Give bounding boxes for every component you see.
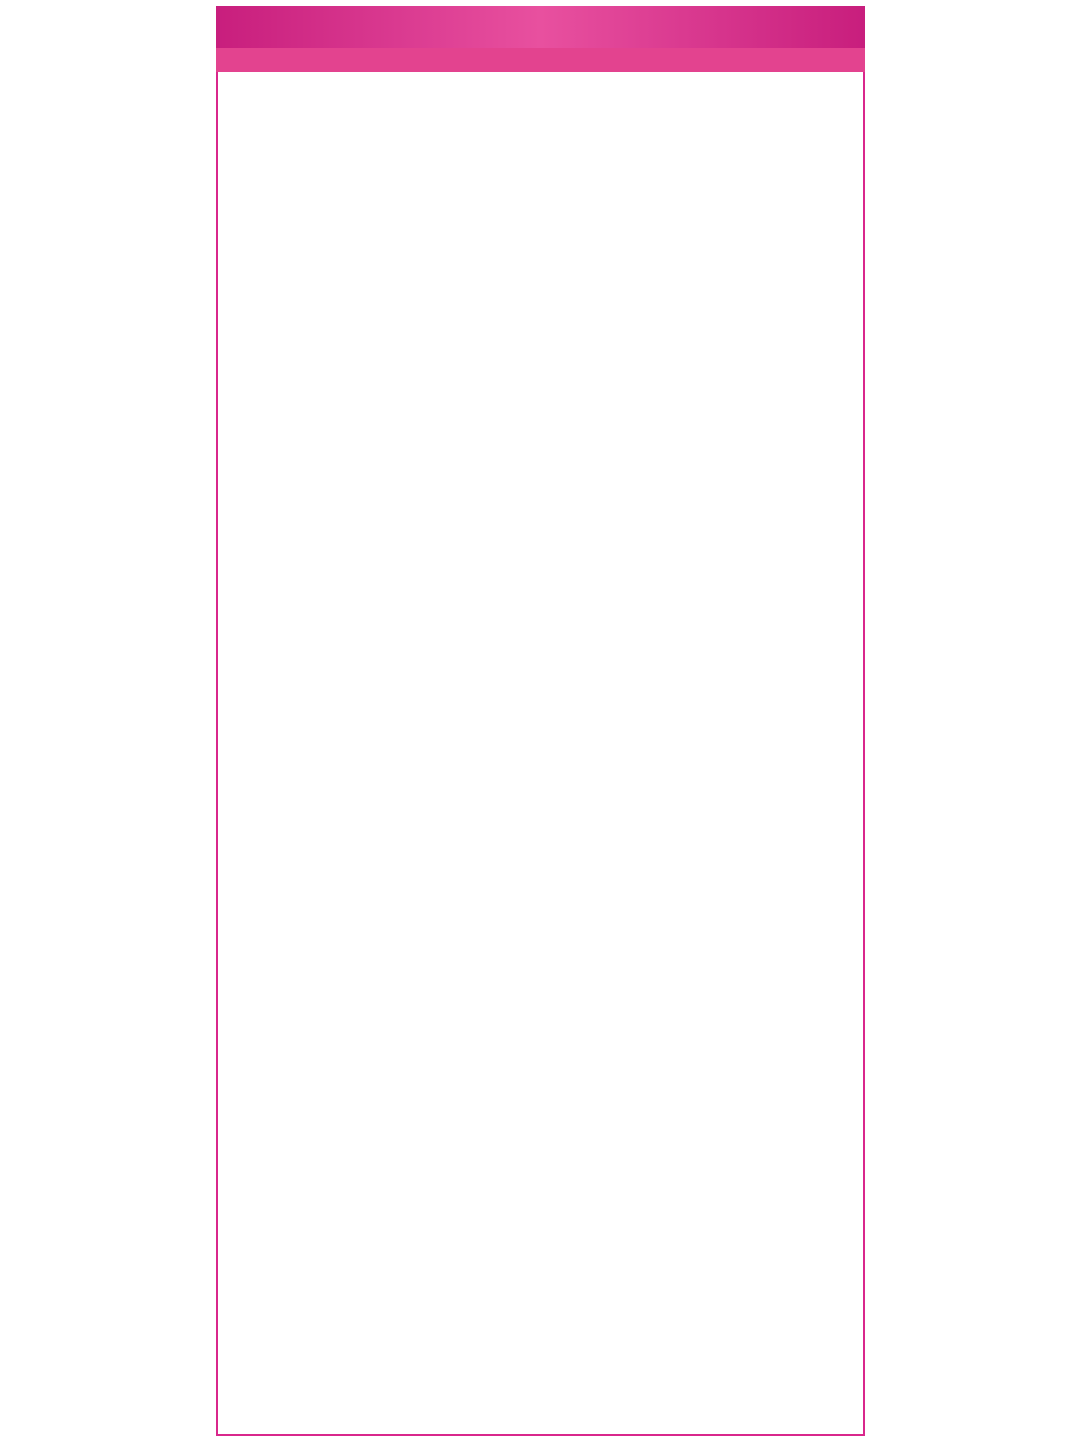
table-header <box>216 48 865 72</box>
page-title <box>216 6 865 48</box>
schedule-table <box>216 6 865 1436</box>
